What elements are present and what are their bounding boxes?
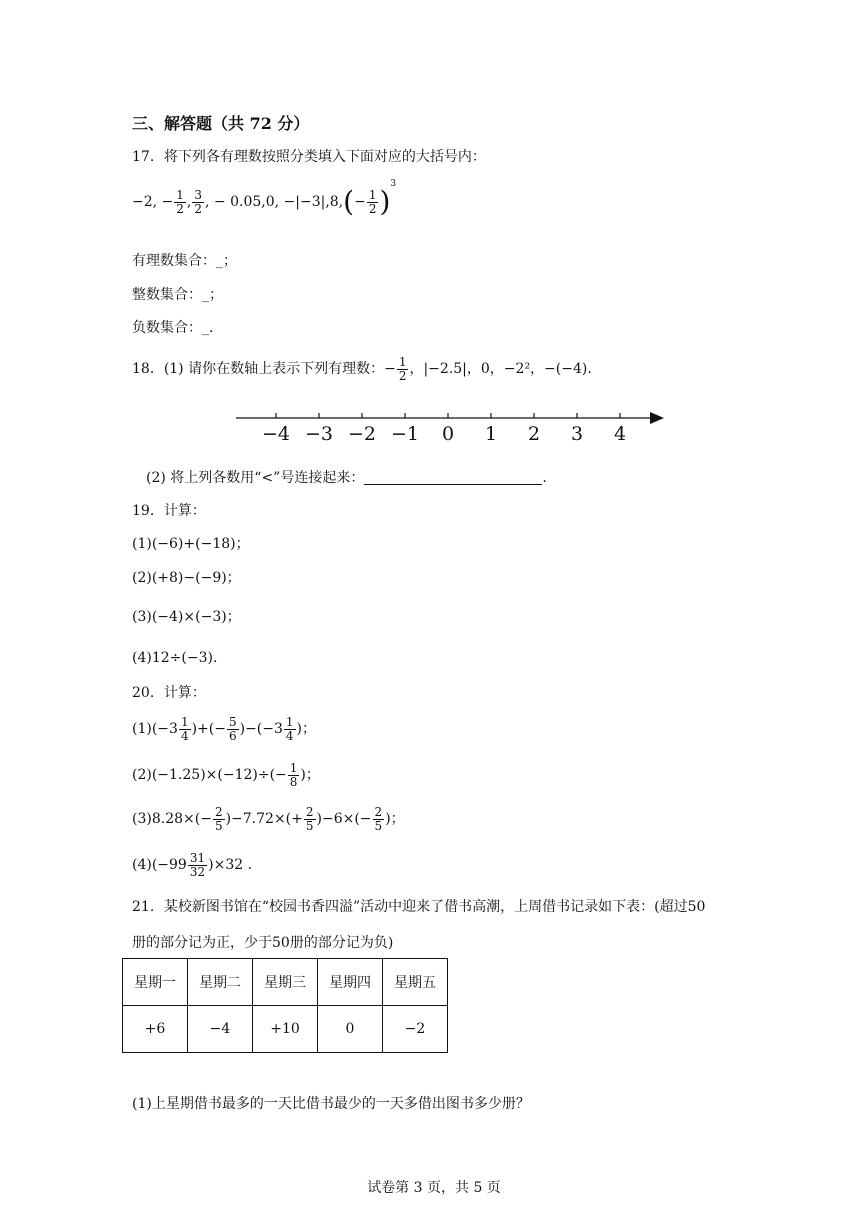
q17-stem: 17．将下列各有理数按照分类填入下面对应的大括号内： [132, 149, 486, 165]
q21-stem-line1: 21．某校新图书馆在“校园书香四溢”活动中迎来了借书高潮，上周借书记录如下表：(超过50 [132, 899, 706, 915]
q21-sub1: (1)上星期借书最多的一天比借书最少的一天多借出图书多少册？ [132, 1096, 530, 1112]
answer-blank[interactable] [364, 470, 542, 485]
page-footer: 试卷第 3 页，共 5 页 [367, 1180, 501, 1196]
borrow-record-table [122, 958, 448, 1053]
q20-item-1: (1)(−3 $\frac{1}{4}$ )+(− $\frac{5}{6}$ )−(−3 $\frac{1}{4}$ )； [132, 715, 317, 743]
axis-tick-label: −2 [347, 423, 377, 442]
number-line [232, 402, 672, 442]
table-cell: +10 [253, 1006, 318, 1053]
table-header-row [123, 959, 448, 1006]
axis-tick-label: −1 [390, 423, 420, 442]
table-cell: 0 [318, 1006, 383, 1053]
q17-negative-set: 负数集合：_. [132, 320, 214, 336]
table-row [123, 1006, 448, 1053]
q17-integer-set: 整数集合：_； [132, 287, 223, 303]
q19-stem: 19．计算： [132, 503, 206, 519]
q19-item-1: (1)(−6)+(−18)； [132, 536, 250, 552]
table-cell: −4 [188, 1006, 253, 1053]
q17-number-list: −2, − $\frac{1}{2}$ , $\frac{3}{2}$ , − 0.05,0, −|−3|,8,(− $\frac{1}{2}$ )$^3$ [132, 179, 397, 218]
axis-tick-label: 4 [613, 423, 627, 442]
table-header-cell: 星期五 [383, 959, 448, 1006]
q19-item-2: (2)(+8)−(−9)； [132, 570, 241, 586]
section-title: 三、解答题（共 72 分） [132, 114, 310, 133]
table-header-cell: 星期一 [123, 959, 188, 1006]
axis-tick-label: 1 [484, 423, 498, 442]
q17-rational-set: 有理数集合：_； [132, 253, 237, 269]
table-cell: −2 [383, 1006, 448, 1053]
table-header-cell: 星期二 [188, 959, 253, 1006]
table-header-cell: 星期四 [318, 959, 383, 1006]
q21-stem-line2: 册的部分记为正，少于50册的部分记为负) [132, 935, 394, 951]
axis-tick-label: −3 [304, 423, 334, 442]
table-cell: +6 [123, 1006, 188, 1053]
axis-tick-label: 0 [441, 423, 455, 442]
table-header-cell: 星期三 [253, 959, 318, 1006]
q20-item-2: (2)(−1.25)×(−12)÷(− $\frac{1}{8}$ )； [132, 761, 320, 789]
q18-part1: 18．(1) 请你在数轴上表示下列有理数：− $\frac{1}{2}$ ，|−2.5|，0，−2²，−(−4). [132, 355, 592, 383]
q19-item-4: (4)12÷(−3). [132, 650, 218, 666]
axis-tick-label: 2 [527, 423, 541, 442]
q20-item-3: (3)8.28×(− $\frac{2}{5}$ )−7.72×(+ $\frac{2}{5}$ )−6×(− $\frac{2}{5}$ )； [132, 805, 405, 833]
q18-part2: (2) 将上列各数用“<”号连接起来： . [146, 470, 547, 486]
q20-item-4: (4)(−99 $\frac{31}{32}$ )×32 . [132, 851, 253, 879]
q19-item-3: (3)(−4)×(−3)； [132, 609, 241, 625]
axis-tick-label: −4 [261, 423, 291, 442]
axis-tick-label: 3 [570, 423, 584, 442]
q20-stem: 20．计算： [132, 685, 206, 701]
